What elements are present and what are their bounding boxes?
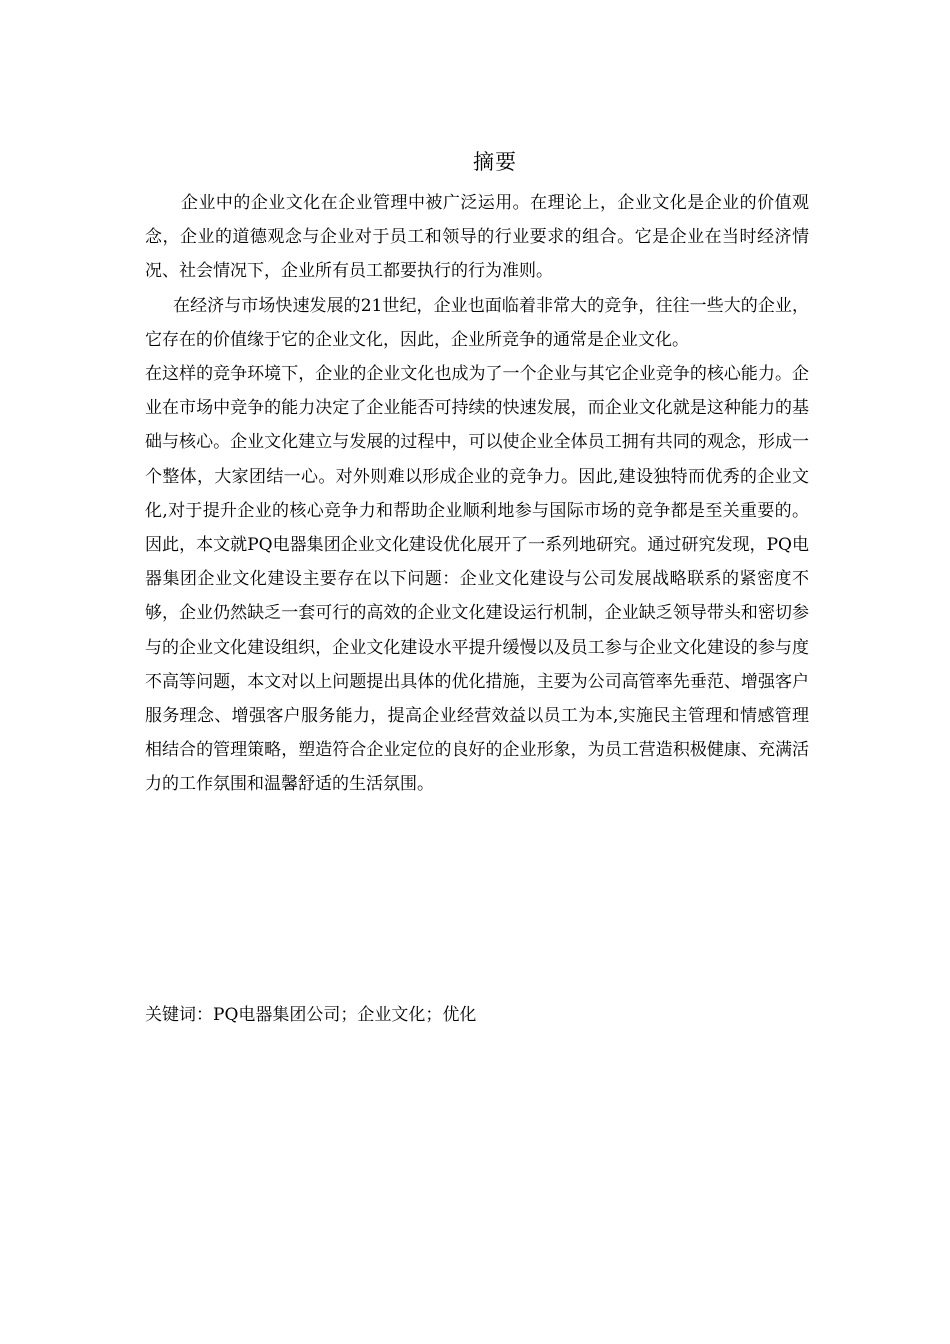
abstract-title: 摘要	[473, 150, 517, 174]
keywords-line: 关键词：PQ电器集团公司；企业文化；优化	[145, 1005, 477, 1025]
abstract-body	[145, 186, 809, 802]
abstract-paragraph-2: 在经济与市场快速发展的21世纪，企业也面临着非常大的竞争，往往一些大的企业，它存在的价值缘于它的企业文化，因此，企业所竞争的通常是企业文化。	[145, 295, 809, 350]
abstract-paragraph-1: 企业中的企业文化在企业管理中被广泛运用。在理论上，企业文化是企业的价值观念，企业的道德观念与企业对于员工和领导的行业要求的组合。它是企业在当时经济情况、社会情况下，企业所有员工都要执行的行为准则。	[145, 193, 809, 282]
abstract-paragraph-3: 在这样的竞争环境下，企业的企业文化也成为了一个企业与其它企业竞争的核心能力。企业在市场中竞争的能力决定了企业能否可持续的快速发展，而企业文化就是这种能力的基础与核心。企业文化建立与发展的过程中，可以使企业全体员工拥有共同的观念，形成一个整体，大家团结一心。对外则难以形成企业的竞争力。因此,建设独特而优秀的企业文化,对于提升企业的核心竞争力和帮助企业顺利地参与国际市场的竞争都是至关重要的。因此，本文就PQ电器集团企业文化建设优化展开了一系列地研究。通过研究发现，PQ电器集团企业文化建设主要存在以下问题：企业文化建设与公司发展战略联系的紧密度不够，企业仍然缺乏一套可行的高效的企业文化建设运行机制，企业缺乏领导带头和密切参与的企业文化建设组织，企业文化建设水平提升缓慢以及员工参与企业文化建设的参与度不高等问题，本文对以上问题提出具体的优化措施，主要为公司高管率先垂范、增强客户服务理念、增强客户服务能力，提高企业经营效益以员工为本,实施民主管理和情感管理相结合的管理策略，塑造符合企业定位的良好的企业形象，为员工营造积极健康、充满活力的工作氛围和温馨舒适的生活氛围。	[145, 364, 809, 795]
